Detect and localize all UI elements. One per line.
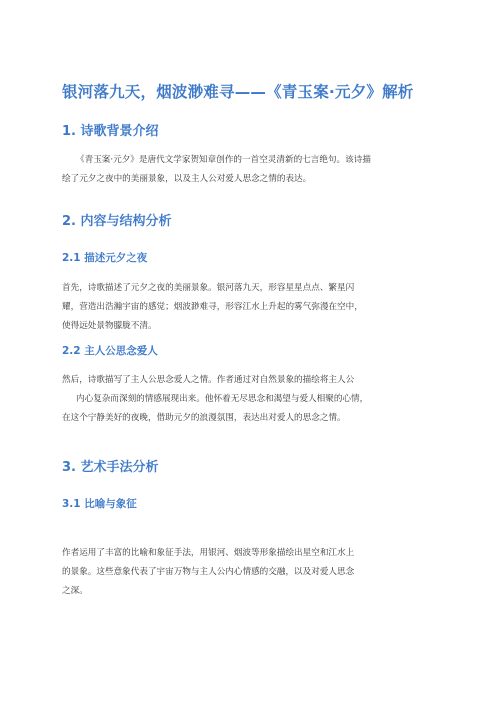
paragraph-line: 《青玉案·元夕》是唐代文学家贺知章创作的一首空灵清新的七言绝句。该诗描 (76, 155, 371, 165)
subsection-3-1-paragraph (62, 544, 434, 601)
paragraph-line: 作者运用了丰富的比喻和象征手法，用银河、烟波等形象描绘出星空和江水上 (62, 548, 355, 558)
subsection-2-1-paragraph (62, 279, 434, 336)
paragraph-line: 使得远处景物朦胧不清。 (62, 321, 157, 331)
section-2-heading: 2. 内容与结构分析 (62, 214, 172, 229)
paragraph-line: 的景象。这些意象代表了宇宙万物与主人公内心情感的交融，以及对爱人思念 (62, 567, 355, 577)
section-1-paragraph (62, 151, 434, 189)
paragraph-line: 之深。 (62, 586, 88, 596)
paragraph-line: 耀，营造出浩瀚宇宙的感觉；烟波渺难寻，形容江水上升起的雾气弥漫在空中， (62, 302, 363, 312)
paragraph-line: 内心复杂而深刻的情感展现出来。他怀着无尽思念和渴望与爱人相聚的心情， (76, 394, 369, 404)
subsection-2-2-heading: 2.2 主人公思念爱人 (62, 345, 158, 357)
subsection-2-1-heading: 2.1 描述元夕之夜 (62, 252, 148, 264)
document-title: 银河落九天，烟波渺难寻——《青玉案·元夕》解析 (62, 83, 414, 101)
paragraph-line: 在这个宁静美好的夜晚，借助元夕的浪漫氛围，表达出对爱人的思念之情。 (62, 413, 346, 423)
paragraph-line: 首先，诗歌描述了元夕之夜的美丽景象。银河落九天，形容星星点点、繁星闪 (62, 283, 355, 293)
subsection-2-2-paragraph (62, 371, 434, 428)
paragraph-line: 绘了元夕之夜中的美丽景象，以及主人公对爱人思念之情的表达。 (62, 174, 312, 184)
section-3-heading: 3. 艺术手法分析 (62, 460, 159, 475)
section-1-heading: 1. 诗歌背景介绍 (62, 124, 159, 139)
subsection-3-1-heading: 3.1 比喻与象征 (62, 498, 137, 510)
paragraph-line: 然后，诗歌描写了主人公思念爱人之情。作者通过对自然景象的描绘将主人公 (62, 375, 355, 385)
